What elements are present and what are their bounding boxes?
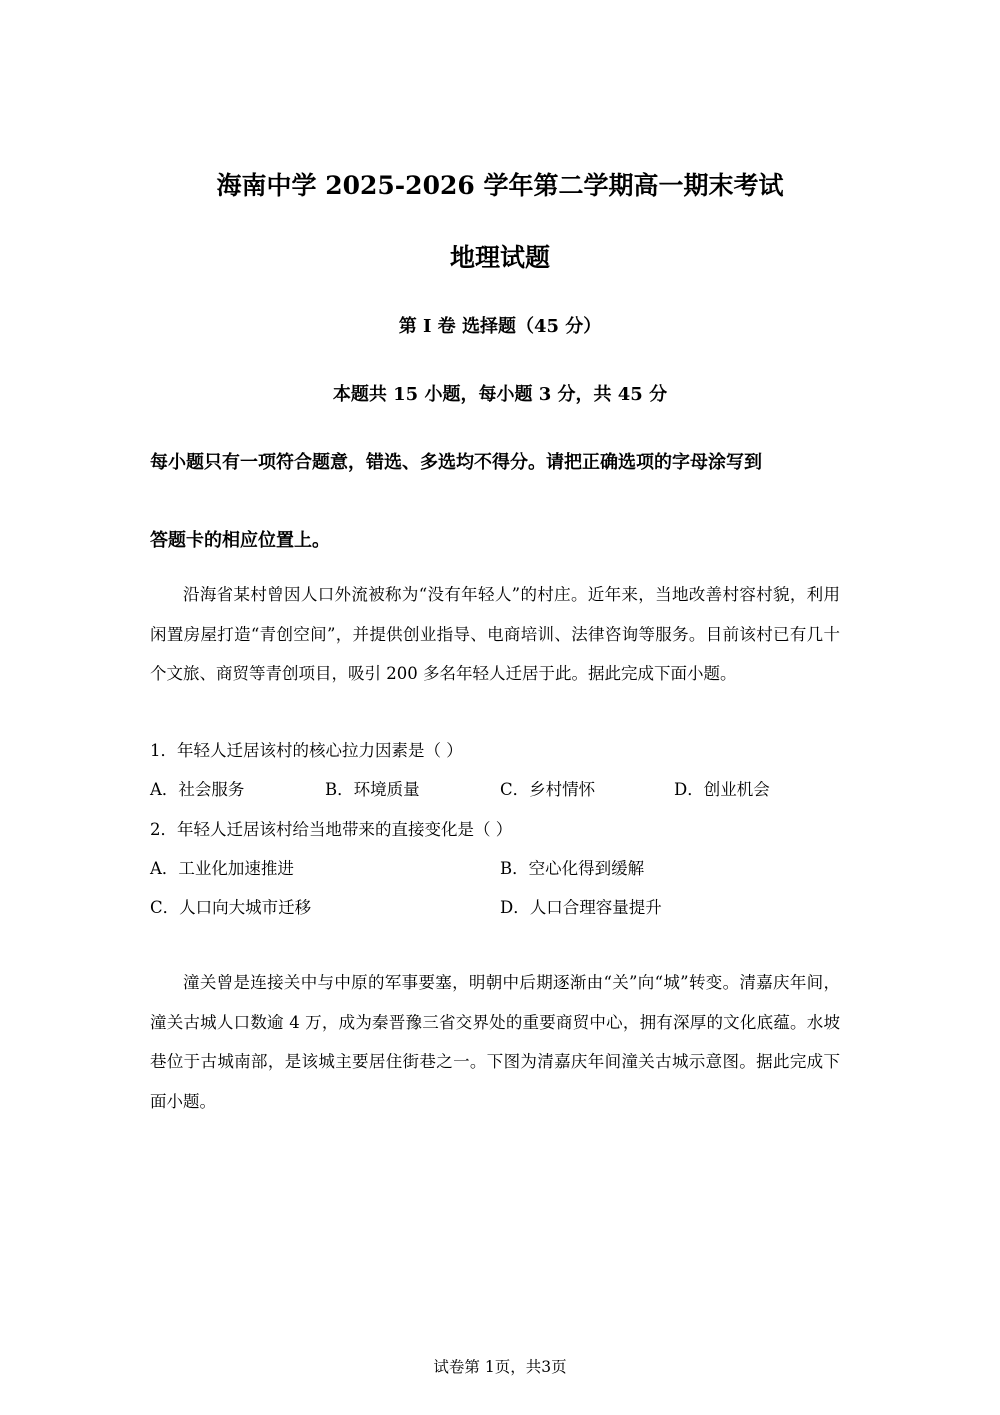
question-2-stem: 2．年轻人迁居该村给当地带来的直接变化是（ ） (150, 820, 513, 839)
question-2-option-b: B．空心化得到缓解 (500, 859, 645, 878)
question-1-option-a: A．社会服务 (150, 780, 245, 799)
page-footer: 试卷第 1页，共3页 (433, 1358, 567, 1376)
exam-title: 海南中学 2025-2026 学年第二学期高一期末考试 (216, 171, 784, 200)
question-1-option-b: B．环境质量 (325, 780, 420, 799)
question-1-option-d: D．创业机会 (674, 780, 770, 799)
question-2-option-c: C．人口向大城市迁移 (150, 898, 312, 917)
passage-1-text: 沿海省某村曾因人口外流被称为“没有年轻人”的村庄。近年来，当地改善村容村貌，利用闲置房屋打造“青创空间”，并提供创业指导、电商培训、法律咨询等服务。目前该村已有几十个文旅、商贸等青创项目，吸引 200 多名年轻人迁居于此。据此完成下面小题。 (150, 585, 840, 683)
section-heading: 第 Ⅰ 卷 选择题（45 分） (398, 316, 602, 337)
instruction-line-1: 每小题只有一项符合题意，错选、多选均不得分。请把正确选项的字母涂写到 (150, 452, 762, 473)
passage-1 (150, 575, 840, 694)
exam-subject: 地理试题 (449, 243, 550, 272)
passage-2 (150, 963, 840, 1121)
question-2-option-a: A．工业化加速推进 (150, 859, 294, 878)
question-1-option-c: C．乡村情怀 (500, 780, 596, 799)
instruction-line-2: 答题卡的相应位置上。 (150, 530, 330, 551)
passage-2-text: 潼关曾是连接关中与中原的军事要塞，明朝中后期逐渐由“关”向“城”转变。清嘉庆年间，潼关古城人口数逾 4 万，成为秦晋豫三省交界处的重要商贸中心，拥有深厚的文化底蕴。水坡巷位于古城南部，是该城主要居住街巷之一。下图为清嘉庆年间潼关古城示意图。据此完成下面小题。 (150, 973, 840, 1111)
question-2-option-d: D．人口合理容量提升 (500, 898, 662, 917)
question-1-stem: 1．年轻人迁居该村的核心拉力因素是（ ） (150, 741, 463, 760)
question-count-note: 本题共 15 小题，每小题 3 分，共 45 分 (332, 384, 668, 405)
